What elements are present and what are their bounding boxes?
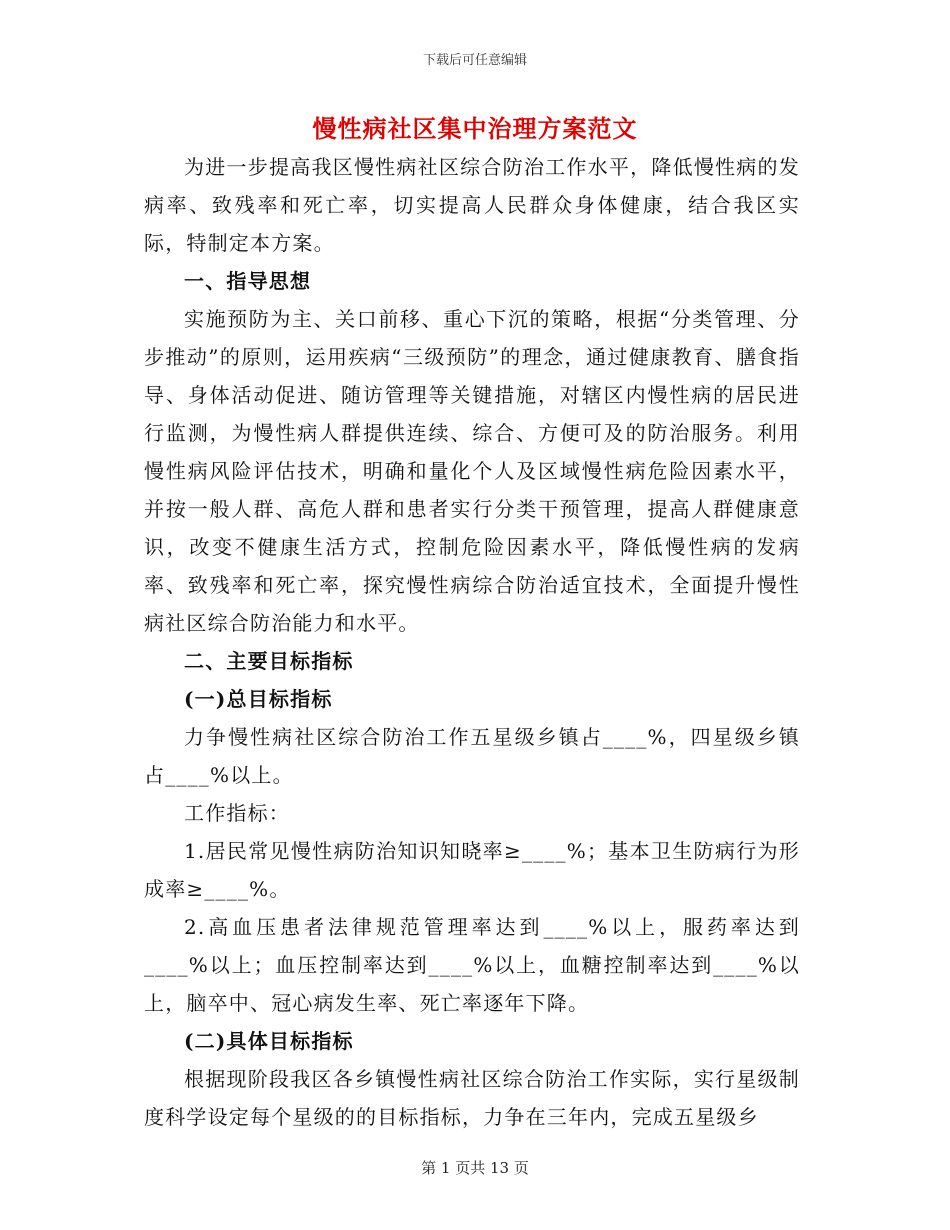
subsection-heading-overall-targets: (一)总目标指标	[184, 687, 333, 711]
specific-targets-paragraph: 根据现阶段我区各乡镇慢性病社区综合防治工作实际，实行星级制度科学设定每个星级的的目标指标，力争在三年内，完成五星级乡	[144, 1067, 800, 1129]
page-header: 下载后可任意编辑	[422, 53, 527, 68]
subsection-heading-specific-targets: (二)具体目标指标	[184, 1029, 354, 1053]
indicator-item-1: 1.居民常见慢性病防治知识知晓率≥____%；基本卫生防病行为形成率≥____%。	[144, 839, 800, 901]
work-indicators-label: 工作指标：	[184, 801, 290, 825]
document-body	[144, 148, 800, 1136]
guiding-ideology-paragraph: 实施预防为主、关口前移、重心下沉的策略，根据“分类管理、分步推动”的原则，运用疾病“三级预防”的理念，通过健康教育、膳食指导、身体活动促进、随访管理等关键措施，对辖区内慢性病的居民进行监测，为慢性病人群提供连续、综合、方便可及的防治服务。利用慢性病风险评估技术，明确和量化个人及区域慢性病危险因素水平，并按一般人群、高危人群和患者实行分类干预管理，提高人群健康意识，改变不健康生活方式，控制危险因素水平，降低慢性病的发病率、致残率和死亡率，探究慢性病综合防治适宜技术，全面提升慢性病社区综合防治能力和水平。	[144, 307, 800, 635]
section-heading-main-targets: 二、主要目标指标	[184, 649, 354, 673]
overall-targets-paragraph: 力争慢性病社区综合防治工作五星级乡镇占____%，四星级乡镇占____%以上。	[144, 725, 800, 787]
intro-paragraph: 为进一步提高我区慢性病社区综合防治工作水平，降低慢性病的发病率、致残率和死亡率，切实提高人民群众身体健康，结合我区实际，特制定本方案。	[144, 155, 800, 255]
section-heading-guiding-ideology: 一、指导思想	[184, 269, 312, 293]
page-footer: 第 1 页共 13 页	[421, 1159, 529, 1177]
indicator-item-2: 2.高血压患者法律规范管理率达到____%以上，服药率达到____%以上；血压控制率达到____%以上，血糖控制率达到____%以上，脑卒中、冠心病发生率、死亡率逐年下降。	[144, 915, 800, 1015]
document-title: 慢性病社区集中治理方案范文	[312, 114, 638, 143]
